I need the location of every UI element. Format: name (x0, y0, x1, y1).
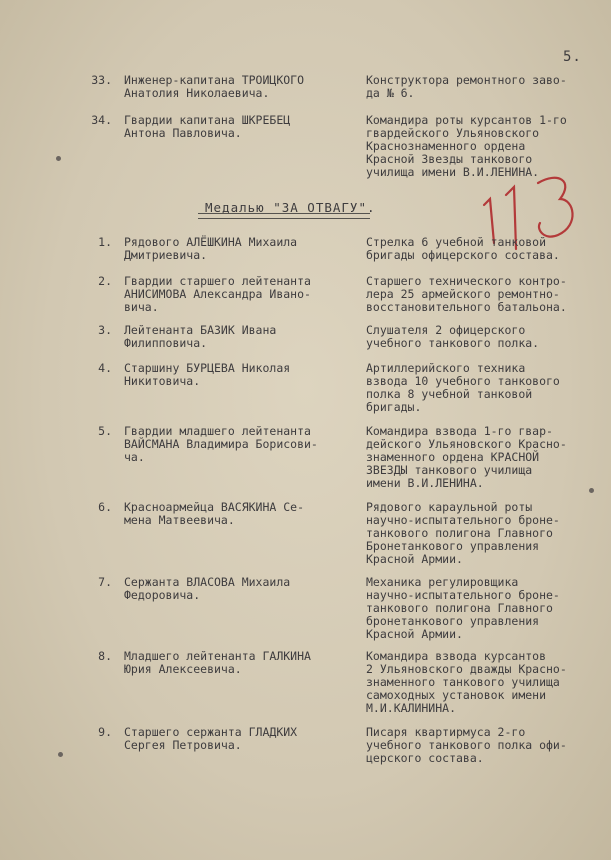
entry-number: 4. (98, 361, 112, 375)
unit-line: Стрелка 6 учебной танковой (366, 235, 547, 249)
name-line: Гвардии младшего лейтенанта (124, 424, 311, 438)
recipient-unit (366, 324, 606, 350)
unit-line: Красной Армии. (366, 552, 463, 566)
entry-number: 8. (98, 649, 112, 663)
recipient-name (124, 576, 344, 602)
unit-line: научно-испытательного броне- (366, 513, 560, 527)
unit-line: Бронетанкового управления (366, 539, 540, 553)
unit-line: да № 6. (366, 86, 415, 100)
unit-line: дейского Ульяновского Красно- (366, 437, 567, 451)
unit-line: танкового полигона Главного (366, 601, 553, 615)
recipient-name (124, 726, 344, 752)
recipient-name (124, 114, 344, 140)
recipient-unit (366, 362, 606, 414)
unit-line: Механика регулировщика (366, 575, 519, 589)
name-line: ча. (124, 450, 145, 464)
recipient-name (124, 236, 344, 262)
unit-line: Командира взвода 1-го гвар- (366, 424, 553, 438)
name-line: Лейтенанта БАЗИК Ивана (124, 323, 277, 337)
recipient-unit (366, 275, 606, 314)
entry-number: 34. (91, 113, 112, 127)
recipient-name (124, 650, 344, 676)
unit-line: ЗВЕЗДЫ танкового училища (366, 463, 533, 477)
unit-line: самоходных установок имени (366, 688, 547, 702)
name-line: вича. (124, 300, 159, 314)
page-number: 5. (563, 49, 582, 65)
recipient-unit (366, 236, 606, 262)
name-line: Гвардии капитана ШКРЕБЕЦ (124, 113, 291, 127)
unit-line: Писаря квартирмуса 2-го (366, 725, 526, 739)
entry-number: 3. (98, 323, 112, 337)
unit-line: Краснознаменного ордена (366, 139, 526, 153)
punch-hole (56, 156, 61, 161)
unit-line: Командира взвода курсантов (366, 649, 547, 663)
punch-hole (58, 752, 63, 757)
name-line: Рядового АЛЁШКИНА Михаила (124, 235, 298, 249)
name-line: Антона Павловича. (124, 126, 242, 140)
unit-line: церского состава. (366, 751, 484, 765)
recipient-unit (366, 726, 606, 765)
unit-line: Артиллерийского техника (366, 361, 526, 375)
unit-line: лера 25 армейского ремонтно- (366, 287, 560, 301)
recipient-unit (366, 425, 606, 490)
entry-number: 9. (98, 725, 112, 739)
unit-line: восстановительного батальона. (366, 300, 567, 314)
entry-number: 7. (98, 575, 112, 589)
unit-line: бронетанкового управления (366, 614, 540, 628)
name-line: Юрия Алексеевича. (124, 662, 242, 676)
name-line: Федоровича. (124, 588, 201, 602)
section-heading: Медалью "ЗА ОТВАГУ". (205, 200, 376, 215)
recipient-name (124, 324, 344, 350)
recipient-name (124, 275, 344, 314)
recipient-name (124, 74, 344, 100)
recipient-unit (366, 501, 606, 566)
name-line: Красноармейца ВАСЯКИНА Се- (124, 500, 305, 514)
unit-line: училища имени В.И.ЛЕНИНА. (366, 165, 540, 179)
unit-line: бригады офицерского состава. (366, 248, 560, 262)
entry-number: 2. (98, 274, 112, 288)
unit-line: Слушателя 2 офицерского (366, 323, 526, 337)
entry-number: 33. (91, 73, 112, 87)
unit-line: Красной Звезды танкового (366, 152, 533, 166)
unit-line: бригады. (366, 400, 422, 414)
unit-line: Командира роты курсантов 1-го (366, 113, 567, 127)
name-line: Гвардии старшего лейтенанта (124, 274, 311, 288)
recipient-unit (366, 576, 606, 641)
entry-number: 5. (98, 424, 112, 438)
unit-line: знаменного танкового училища (366, 675, 560, 689)
unit-line: гвардейского Ульяновского (366, 126, 540, 140)
name-line: Старшего сержанта ГЛАДКИХ (124, 725, 298, 739)
name-line: Анатолия Николаевича. (124, 86, 270, 100)
recipient-name (124, 362, 344, 388)
unit-line: научно-испытательного броне- (366, 588, 560, 602)
punch-hole (589, 488, 594, 493)
unit-line: Красной Армии. (366, 627, 463, 641)
name-line: ВАЙСМАНА Владимира Борисови- (124, 437, 318, 451)
entry-number: 6. (98, 500, 112, 514)
recipient-name (124, 425, 344, 464)
unit-line: учебного танкового полка. (366, 336, 540, 350)
unit-line: М.И.КАЛИНИНА. (366, 701, 457, 715)
unit-line: Конструктора ремонтного заво- (366, 73, 567, 87)
heading-underline (198, 213, 370, 219)
unit-line: учебного танкового полка офи- (366, 738, 567, 752)
unit-line: 2 Ульяновского дважды Красно- (366, 662, 567, 676)
name-line: мена Матвеевича. (124, 513, 235, 527)
unit-line: знаменного ордена КРАСНОЙ (366, 450, 540, 464)
name-line: АНИСИМОВА Александра Ивано- (124, 287, 311, 301)
unit-line: танкового полигона Главного (366, 526, 553, 540)
name-line: Младшего лейтенанта ГАЛКИНА (124, 649, 311, 663)
recipient-unit (366, 650, 606, 715)
entry-number: 1. (98, 235, 112, 249)
name-line: Сержанта ВЛАСОВА Михаила (124, 575, 291, 589)
unit-line: имени В.И.ЛЕНИНА. (366, 476, 484, 490)
name-line: Инженер-капитана ТРОИЦКОГО (124, 73, 305, 87)
unit-line: взвода 10 учебного танкового (366, 374, 560, 388)
name-line: Старшину БУРЦЕВА Николая (124, 361, 291, 375)
recipient-unit (366, 74, 606, 100)
name-line: Сергея Петровича. (124, 738, 242, 752)
unit-line: Рядового караульной роты (366, 500, 533, 514)
name-line: Дмитриевича. (124, 248, 208, 262)
name-line: Филипповича. (124, 336, 208, 350)
recipient-name (124, 501, 344, 527)
unit-line: полка 8 учебной танковой (366, 387, 533, 401)
unit-line: Старшего технического контро- (366, 274, 567, 288)
name-line: Никитовича. (124, 374, 201, 388)
